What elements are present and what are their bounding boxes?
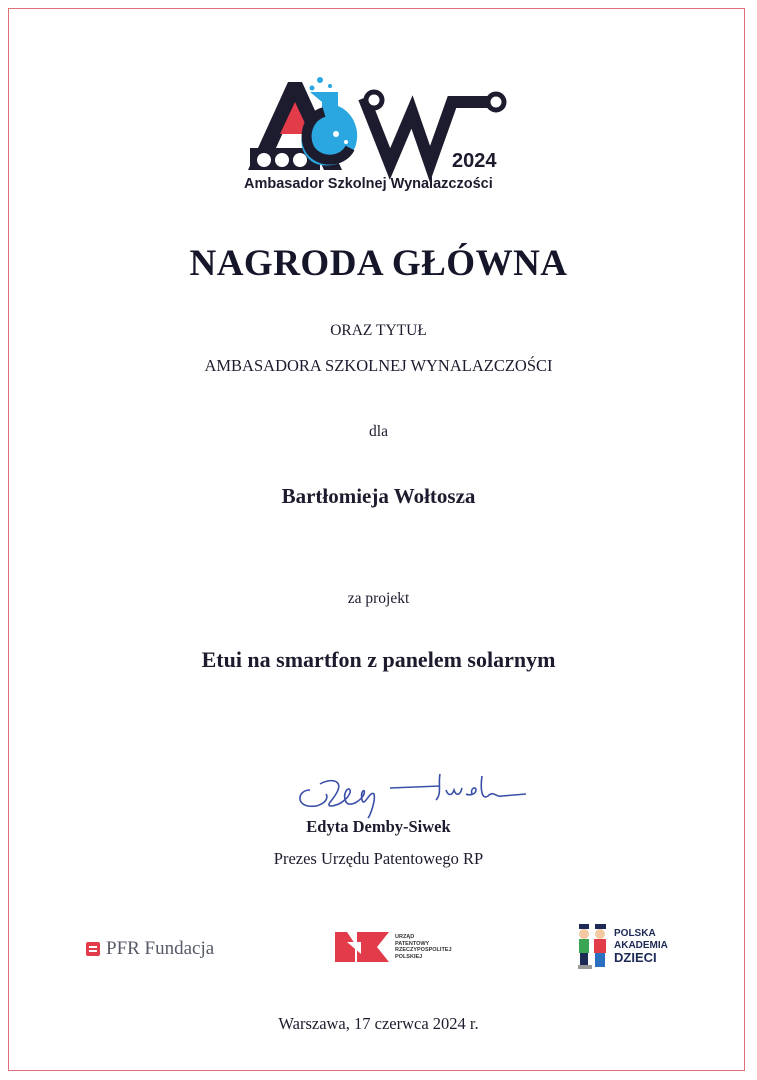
date-place: Warszawa, 17 czerwca 2024 r. [278,1014,479,1033]
pfr-icon [86,942,100,956]
recipient-name: Bartłomieja Wołtosza [281,484,476,508]
pad-line-2: AKADEMIA [614,940,668,951]
signer-role: Prezes Urzędu Patentowego RP [273,849,484,868]
uprp-line-4: POLSKIEJ [395,953,423,960]
title-line-1: ORAZ TYTUŁ [330,322,427,339]
uprp-logo [333,928,455,966]
uprp-line-1: URZĄD [395,934,415,940]
uprp-mark-icon [333,928,391,966]
pfr-fundacja-logo [86,938,214,960]
uprp-line-3: RZECZYPOSPOLITEJ [395,947,452,953]
title-line-2: AMBASADORA SZKOLNEJ WYNALAZCZOŚCI [204,356,553,375]
project-label: za projekt [347,590,410,607]
for-label: dla [369,423,388,440]
uprp-line-2: PATENTOWY [395,940,430,947]
pad-line-3: DZIECI [614,950,657,965]
logo-year: 2024 [452,150,497,172]
project-title: Etui na smartfon z panelem solarnym [201,647,556,672]
award-title: NAGRODA GŁÓWNA [189,243,568,284]
polska-akademia-dzieci-logo [576,922,668,970]
children-figures-icon [576,922,610,970]
pfr-label: PFR Fundacja [106,938,215,959]
logo-subtitle: Ambasador Szkolnej Wynalazczości [244,176,493,192]
handwritten-signature [290,760,540,820]
pad-line-1: POLSKA [614,928,656,939]
signer-name: Edyta Demby-Siwek [306,817,451,836]
